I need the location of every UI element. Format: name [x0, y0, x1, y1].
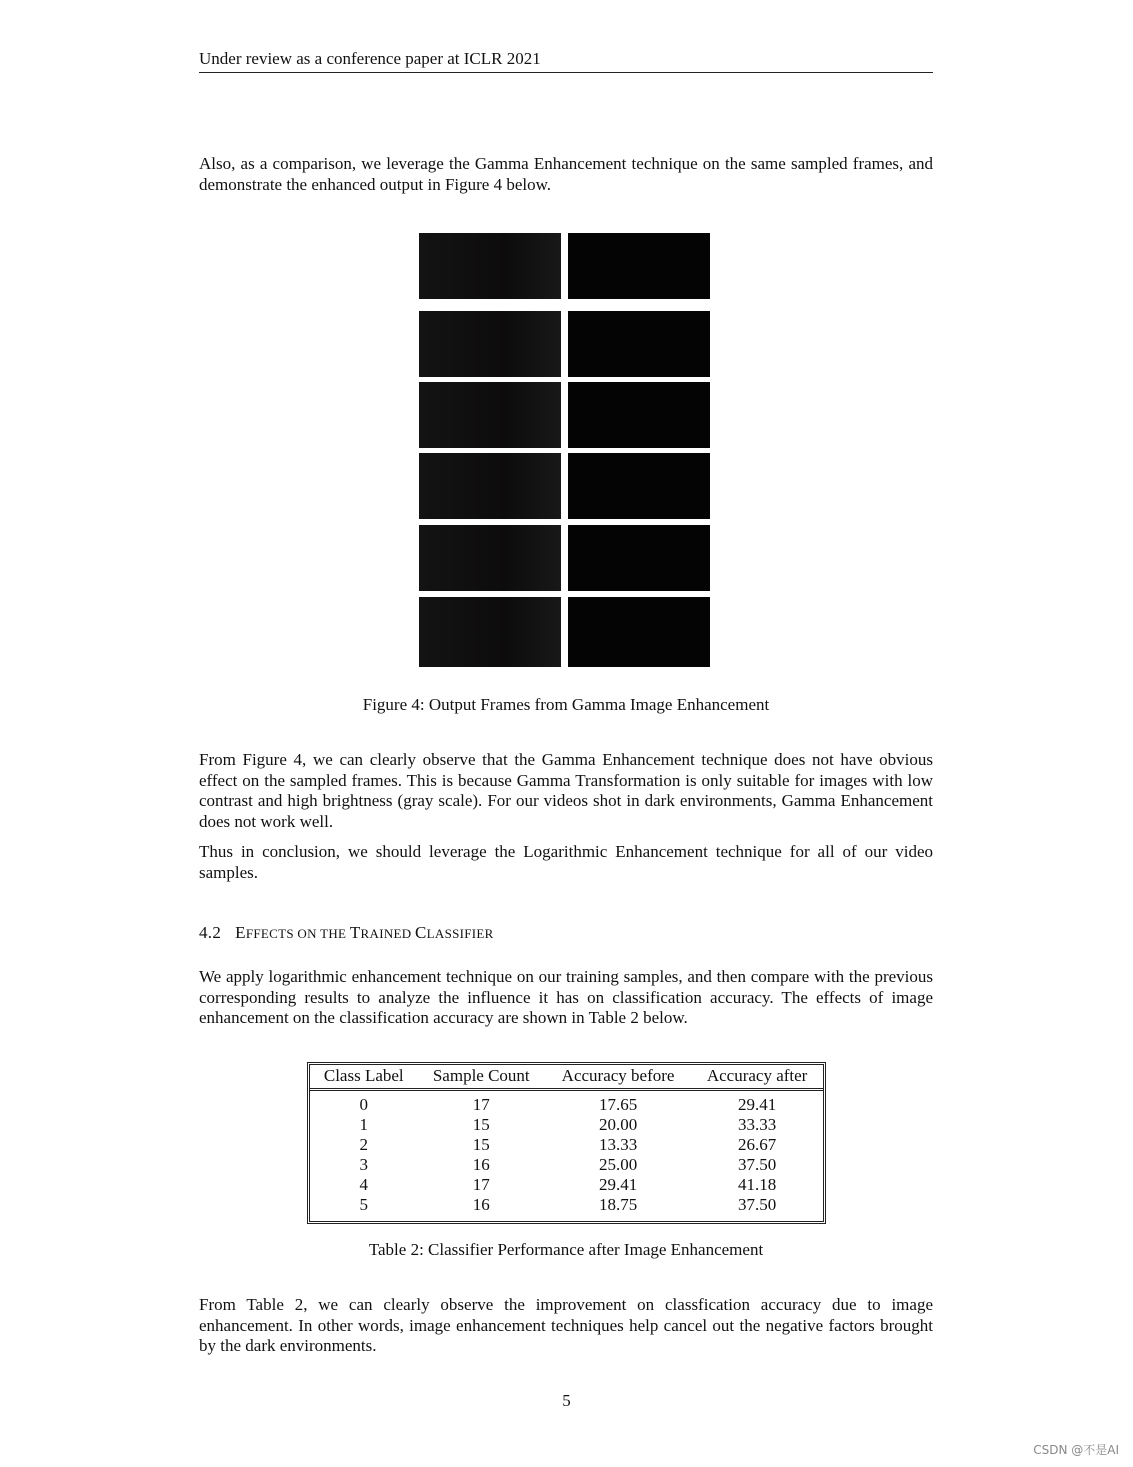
table-cell: 17	[472, 1175, 490, 1194]
paragraph-table-analysis: From Table 2, we can clearly observe the improvement on classfication accuracy due to image enhancement. In other words, image enhancement techniques help cancel out the negative factors brought by the dark environments.	[199, 1295, 933, 1355]
frame-image	[419, 525, 561, 591]
paragraph-method: We apply logarithmic enhancement technique on our training samples, and then compare with the previous corresponding results to analyze the influence it has on classification accuracy. The effects of image enhancement on the classification accuracy are shown in Table 2 below.	[199, 967, 933, 1027]
table-cell: 16	[472, 1195, 490, 1214]
section-title-part: RAINED	[360, 926, 416, 941]
frame-image	[419, 382, 561, 448]
table-cell: 0	[359, 1095, 369, 1114]
table-cell: 18.75	[598, 1195, 638, 1214]
column-header: Sample Count	[418, 1065, 545, 1091]
table-row	[310, 1115, 823, 1135]
frame-image	[419, 233, 561, 299]
table-row	[310, 1155, 823, 1175]
table-cell: 33.33	[737, 1115, 777, 1134]
figure-caption: Figure 4: Output Frames from Gamma Image Enhancement	[362, 695, 770, 714]
table-cell: 16	[472, 1155, 490, 1174]
table-cell: 13.33	[598, 1135, 638, 1154]
frame-image	[568, 233, 710, 299]
table-cell: 29.41	[737, 1095, 777, 1114]
table-row	[310, 1175, 823, 1195]
table-cell: 41.18	[737, 1175, 777, 1194]
frame-image	[568, 525, 710, 591]
section-title-part: C	[415, 923, 427, 942]
frame-image	[419, 597, 561, 667]
frame-image	[419, 453, 561, 519]
table-cell: 4	[359, 1175, 369, 1194]
section-number: 4.2	[199, 923, 222, 942]
table-cell: 5	[359, 1195, 369, 1214]
section-title-part: E	[235, 923, 246, 942]
section-title-part: FFECTS ON THE	[245, 926, 350, 941]
results-table	[307, 1062, 826, 1224]
table-cell: 25.00	[598, 1155, 638, 1174]
paragraph-conclusion: Thus in conclusion, we should leverage the Logarithmic Enhancement technique for all of our video samples.	[199, 842, 933, 882]
table-cell: 2	[359, 1135, 369, 1154]
figure-4-frames	[419, 233, 712, 670]
table-header-row	[310, 1065, 823, 1091]
table-cell: 20.00	[598, 1115, 638, 1134]
page-number: 5	[562, 1391, 571, 1410]
column-header: Class Label	[310, 1065, 418, 1091]
table-cell: 17	[472, 1095, 490, 1114]
table-cell: 3	[359, 1155, 369, 1174]
table-row	[310, 1091, 823, 1115]
table-cell: 26.67	[737, 1135, 777, 1154]
frame-image	[568, 597, 710, 667]
table-cell: 1	[359, 1115, 369, 1134]
table-cell: 15	[472, 1135, 490, 1154]
frame-image	[568, 382, 710, 448]
table-cell: 29.41	[598, 1175, 638, 1194]
table-row	[310, 1195, 823, 1221]
table-row	[310, 1135, 823, 1155]
frame-image	[568, 311, 710, 377]
frame-image	[568, 453, 710, 519]
table-cell: 17.65	[598, 1095, 638, 1114]
table-cell: 37.50	[737, 1155, 777, 1174]
paragraph-intro: Also, as a comparison, we leverage the Gamma Enhancement technique on the same sampled frames, and demonstrate the enhanced output in Figure 4 below.	[199, 154, 933, 194]
paragraph-gamma-analysis: From Figure 4, we can clearly observe that the Gamma Enhancement technique does not have obvious effect on the sampled frames. This is because Gamma Transformation is only suitable for images with low contrast and high brightness (gray scale). For our videos shot in dark environments, Gamma Enhancement does not work well.	[199, 750, 933, 831]
column-header: Accuracy before	[545, 1065, 691, 1091]
frame-image	[419, 311, 561, 377]
section-title-part: T	[349, 923, 361, 942]
section-title-part: LASSIFIER	[426, 926, 494, 941]
section-heading	[199, 923, 494, 944]
table-cell: 15	[472, 1115, 490, 1134]
table-caption: Table 2: Classifier Performance after Image Enhancement	[368, 1240, 764, 1259]
watermark: CSDN @不是AI	[1033, 1443, 1119, 1457]
column-header: Accuracy after	[691, 1065, 823, 1091]
running-header: Under review as a conference paper at ICLR 2021	[199, 49, 933, 73]
table-cell: 37.50	[737, 1195, 777, 1214]
